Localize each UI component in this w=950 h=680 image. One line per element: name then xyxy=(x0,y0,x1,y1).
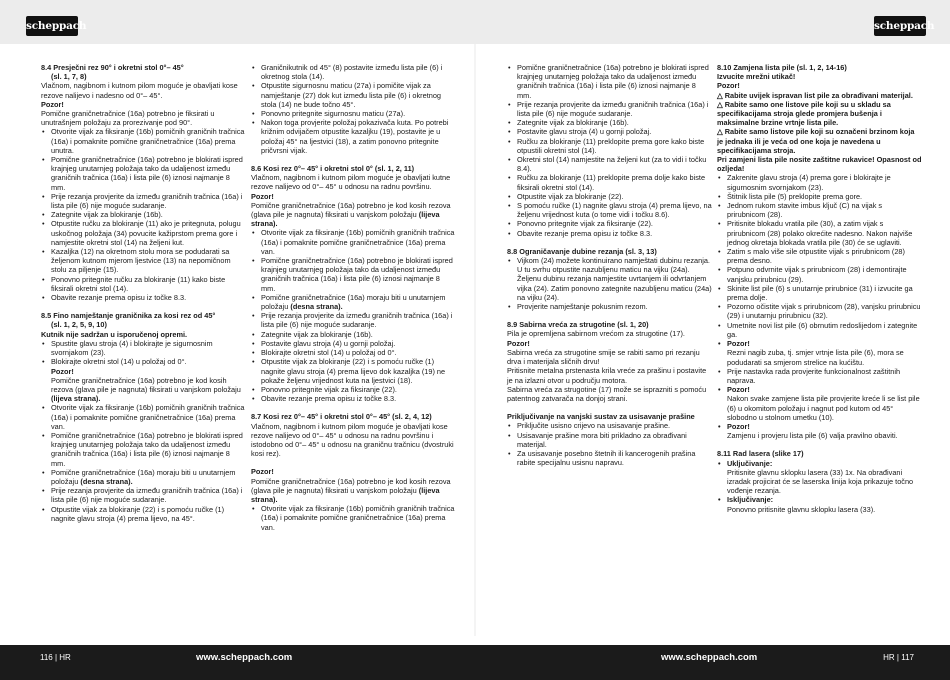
list-item: • Obavite rezanje prema opisu iz točke 8.3. xyxy=(507,229,712,238)
section-8-9-title: 8.9 Sabirna vreća za strugotine (sl. 1, 20) xyxy=(507,320,649,330)
paragraph: Sabirna vreća za strugotine smije se rabiti samo pri rezanju drva i materijala sličnih drvu! xyxy=(507,347,700,367)
warning-label: Pozor! xyxy=(251,467,274,477)
list-item: • Priključite usisno crijevo na usisavanje prašine. xyxy=(507,421,712,430)
list-item: • Pomične graničnetračnice (16a) moraju biti u unutarnjem položaju (desna strana). xyxy=(251,293,456,311)
paragraph: Pila je opremljena sabirnom vrećom za strugotine (17). xyxy=(507,329,685,339)
list-item: • Obavite rezanje prema opisu iz točke 8.3. xyxy=(41,293,246,302)
warning-label: Pozor! xyxy=(507,338,530,348)
list-item: • Ručku za blokiranje (11) preklopite prema dolje kako biste fiksirali okretni stol (14). xyxy=(507,173,712,191)
section-8-7-list xyxy=(251,504,456,532)
warning-text: Zamjenu i provjeru lista pile (6) valja pravilno obaviti. xyxy=(727,431,898,441)
list-item: • Spustite glavu stroja (4) i blokirajte je sigurnosnim svornjakom (23). xyxy=(41,339,246,357)
warning-text: Pri zamjeni lista pile nosite zaštitne rukavice! Opasnost od ozljeda! xyxy=(717,155,922,174)
section-8-6-intro: Vlačnom, nagibnom i kutnom pilom moguće je obavljati kutne rezove nalijevo od 0°– 45° u odnosu na radnu površinu. xyxy=(251,173,451,192)
list-item: • Otpustite ručku za blokiranje (11) ako je pritegnuta, polugu uskočnog položaja (34) povucite kažiprstom prema gore i namjestite okretni stol (14) na željeni kut. xyxy=(41,219,246,247)
warning-text: Pomične graničnetračnice (16a) potrebno je fiksirati u unutrašnjem položaju za prorezivanje pod 90°. xyxy=(41,109,215,128)
warning-label: Pozor! xyxy=(51,366,74,376)
warning-text: Pomične graničnetračnice (16a) potrebno je kod kosih rezova (glava pile je nagnuta) fiksirati u vanjskom položaju (lijeva strana). xyxy=(51,375,241,404)
paragraph: Ponovno pritisnite glavnu sklopku lasera (33). xyxy=(727,504,876,514)
warning-triangle-icon: △ xyxy=(717,127,723,137)
list-item: • S pomoću ručke (1) nagnite glavu stroja (4) prema lijevo, na željenu vrijednost kuta (o tome vidi i točku 8.6). xyxy=(507,201,712,219)
list-item: • Potpuno odvrnite vijak s prirubnicom (28) i demontirajte vanjsku prirubnicu (29). xyxy=(717,265,922,283)
list-item: • Prije rezanja provjerite da između graničnih tračnica (16a) i lista pile (6) nije moguće sudaranje. xyxy=(507,100,712,118)
list-item: • Ponovno pritegnite ručku za blokiranje (11) kako biste fiksirali okretni stol (14). xyxy=(41,275,246,293)
list-item: • Otpustite vijak za blokiranje (22) i s pomoću ručke (1) nagnite glavu stroja (4) prema lijevo dok kazaljka (19) ne pokaže željenu vrijednost kuta na ljestvici (18). xyxy=(251,357,456,385)
list-item: • Zatim s malo više sile otpustite vijak s prirubnicom (28) prema desno. xyxy=(717,247,922,265)
section-extraction-list xyxy=(507,421,712,467)
page-spine xyxy=(474,44,476,636)
header-bar xyxy=(0,0,950,44)
warning-text: Pomične graničnetračnice (16a) potrebno je kod kosih rezova (glava pile je nagnuta) fiksirati u vanjskom položaju (lijeva strana). xyxy=(251,200,451,229)
list-item: • Ponovno pritegnite sigurnosnu maticu (27a). xyxy=(251,109,456,118)
warning-text: △ Rabite samo listove pile koji su označeni brzinom koja je jednaka ili je veća od one koja je navedena u specifikacijama stroja. xyxy=(717,127,915,155)
section-8-11-list-2 xyxy=(717,495,922,504)
list-item: • Pozor! xyxy=(717,339,922,348)
section-8-10-list xyxy=(717,173,922,348)
section-8-4-intro: Vlačnom, nagibnom i kutnom pilom moguće je obavljati kose rezove nalijevo i nadesno od 0°– 45°. xyxy=(41,81,238,100)
section-8-11-title: 8.11 Rad lasera (slike 17) xyxy=(717,449,804,459)
website-link-right[interactable]: www.scheppach.com xyxy=(661,652,758,663)
list-item: • Zakrenite glavu stroja (4) prema gore i blokirajte je sigurnosnim svornjakom (23). xyxy=(717,173,922,191)
page-number-right: HR | 117 xyxy=(883,653,914,662)
list-item: • Postavite glavu stroja (4) u gornji položaj. xyxy=(507,127,712,136)
list-item: • Pomične graničnetračnice (16a) potrebno je blokirati ispred krajnjeg unutarnjeg položaja tako da udaljenost između graničnih tračnica (16a) i lista pile (6) iznosi najmanje 8 mm. xyxy=(251,256,456,293)
list-item: • Prije nastavka rada provjerite funkcionalnost zaštitnih naprava. xyxy=(717,367,922,385)
section-8-6-list xyxy=(251,228,456,403)
section-8-10-list-3 xyxy=(717,422,922,431)
warning-text: Pomične graničnetračnice (16a) potrebno je kod kosih rezova (glava pile je nagnuta) fiksirati u vanjskom položaju (lijeva strana). xyxy=(251,476,451,504)
list-item: • Štitnik lista pile (5) preklopite prema gore. xyxy=(717,192,922,201)
list-item: • Otvorite vijak za fiksiranje (16b) pomičnih graničnih tračnica (16a) i pomaknite pomične graničnetračnice (16a) prema van. xyxy=(251,504,456,532)
list-item: • Kazaljka (12) na okretnom stolu mora se podudarati sa željenom kutnom mjerom ljestvice (13) na nepomičnom stolu za piljenje (15). xyxy=(41,247,246,275)
list-item: • Okretni stol (14) namjestite na željeni kut (za to vidi i točku 8.4). xyxy=(507,155,712,173)
section-8-4-list xyxy=(41,127,246,302)
list-item: • Uključivanje: xyxy=(717,459,922,468)
brand-logo-left: scheppach xyxy=(26,16,78,36)
section-8-4-title: 8.4 Presječni rez 90° i okretni stol 0°– 45° xyxy=(41,63,184,72)
section-8-4-figures: (sl. 1, 7, 8) xyxy=(51,72,87,82)
list-item: • Prije rezanja provjerite da između graničnih tračnica (16a) i lista pile (6) nije moguće sudaranje. xyxy=(251,311,456,329)
section-8-8-title: 8.8 Ograničavanje dubine rezanja (sl. 3, 13) xyxy=(507,246,657,256)
list-item: • Nakon toga provjerite položaj pokazivača kuta. Po potrebi križnim odvijačem otpustite kazaljku (19), postavite je u položaj 45° na ljestvici (18), a zatim ponovno pritegnite pričvrsni vijak. xyxy=(251,118,456,155)
section-8-10-unplug: Izvucite mrežni utikač! xyxy=(717,72,796,82)
list-item: • Obavite rezanje prema opisu iz točke 8.3. xyxy=(251,394,456,403)
list-item: • Za usisavanje posebno štetnih ili kancerogenih prašina rabite specijalnu usisnu napravu. xyxy=(507,449,712,467)
section-8-5-note: Kutnik nije sadržan u isporučenoj opremi. xyxy=(41,329,188,339)
section-8-7-continued-list xyxy=(507,63,712,238)
section-extraction-title: Priključivanje na vanjski sustav za usisavanje prašine xyxy=(507,412,695,422)
warning-text: Nakon svake zamjene lista pile provjerite kreće li se list pile (6) u okomitom položaju i nagnut pod kutom od 45° slobodno u stolnom umetku (10). xyxy=(727,394,920,422)
page-number-left: 116 | HR xyxy=(40,653,71,662)
list-item: • Prije rezanja provjerite da između graničnih tračnica (16a) i lista pile (6) nije moguće sudaranje. xyxy=(41,486,246,504)
warning-label: Pozor! xyxy=(251,191,274,201)
list-item: • Otpustite vijak za blokiranje (22). xyxy=(507,192,712,201)
list-item: • Ručku za blokiranje (11) preklopite prema gore kako biste otpustili okretni stol (14). xyxy=(507,137,712,155)
list-item: • Umetnite novi list pile (6) obrnutim redoslijedom i zategnite ga. xyxy=(717,321,922,339)
warning-triangle-icon: △ xyxy=(717,99,723,109)
list-item: • Jednom rukom stavite imbus ključ (C) na vijak s prirubnicom (28). xyxy=(717,201,922,219)
warning-text: △ Rabite uvijek ispravan list pile za obrađivani materijal. xyxy=(717,90,913,100)
section-8-7-title: 8.7 Kosi rez 0°– 45° i okretni stol 0°– 45° (sl. 2, 4, 12) xyxy=(251,412,432,422)
warning-label: Pozor! xyxy=(717,81,740,91)
warning-text: Rezni nagib zuba, tj. smjer vrtnje lista pile (6), mora se podudarati sa smjerom strelice na kućištu. xyxy=(727,348,904,367)
column-3 xyxy=(507,63,712,467)
list-item: • Graničnikutnik od 45° (8) postavite između lista pile (6) i okretnog stola (14). xyxy=(251,63,456,81)
section-8-10-title: 8.10 Zamjena lista pile (sl. 1, 2, 14-16) xyxy=(717,63,847,72)
list-item: • Pomične graničnetračnice (16a) moraju biti u unutarnjem položaju (desna strana). xyxy=(41,468,246,486)
paragraph: Pritisnite glavnu sklopku lasera (33) 1x. Na obrađivani izradak projicirat će se laserska linija koja prikazuje točno vođenje rezanja. xyxy=(727,467,914,496)
list-item: • Postavite glavu stroja (4) u gornji položaj. xyxy=(251,339,456,348)
footer-bar xyxy=(0,645,950,680)
list-item: • Vijkom (24) možete kontinuirano namještati dubinu rezanja. U tu svrhu otpustite nazubljenu maticu na vijku (24a). Željenu dubinu rezanja namjestite uvrtanjem ili odvrtanjem vijka (24). Zatim ponovno zategnite nazubljenu maticu (24a) na vijku (24). xyxy=(507,256,712,302)
list-item: • Ponovno pritegnite vijak za fiksiranje (22). xyxy=(507,219,712,228)
section-8-5-continued-list xyxy=(251,63,456,155)
list-item: • Pomične graničnetračnice (16a) potrebno je blokirati ispred krajnjeg unutarnjeg položaja tako da udaljenost između graničnih tračnica (16a) i lista pile (6) iznosi najmanje 8 mm. xyxy=(41,155,246,192)
list-item: • Pozorno očistite vijak s prirubnicom (28), vanjsku prirubnicu (29) i unutarnju prirubnicu (32). xyxy=(717,302,922,320)
section-8-5-figures: (sl. 1, 2, 5, 9, 10) xyxy=(51,320,107,330)
list-item: • Pomične graničnetračnice (16a) potrebno je blokirati ispred krajnjeg unutarnjeg položaja tako da udaljenost između graničnih tračnica (16a) i lista pile (6) iznosi najmanje 8 mm. xyxy=(507,63,712,100)
section-8-6-title: 8.6 Kosi rez 0°– 45° i okretni stol 0° (sl. 1, 2, 11) xyxy=(251,164,415,174)
list-item: • Pritisnite blokadu vratila pile (30), a zatim vijak s prirubnicom (28) polako okrećite nadesno. Nakon najviše jednog okretaja blokada vratila pile (30) će se uglaviti. xyxy=(717,219,922,247)
list-item: • Skinite list pile (6) s unutarnje prirubnice (31) i izvucite ga prema dolje. xyxy=(717,284,922,302)
list-item: • Ponovno pritegnite vijak za fiksiranje (22). xyxy=(251,385,456,394)
column-2 xyxy=(251,63,456,532)
warning-label: Pozor! xyxy=(41,99,64,109)
section-8-5-list-2 xyxy=(41,403,246,523)
list-item: • Pozor! xyxy=(717,422,922,431)
column-4 xyxy=(717,63,922,514)
list-item: • Zategnite vijak za blokiranje (16b). xyxy=(251,330,456,339)
paragraph: Pritisnite metalna prstenasta krila vreće za prašinu i postavite je na izlazni otvor u području motora. xyxy=(507,366,707,385)
section-8-11-list xyxy=(717,459,922,468)
list-item: • Zategnite vijak za blokiranje (16b). xyxy=(41,210,246,219)
section-8-10-list-2 xyxy=(717,367,922,395)
list-item: • Otvorite vijak za fiksiranje (16b) pomičnih graničnih tračnica (16a) i pomaknite pomične graničnetračnice (16a) prema unutra. xyxy=(41,127,246,155)
list-item: • Provjerite namještanje pokusnim rezom. xyxy=(507,302,712,311)
section-8-5-list xyxy=(41,339,246,367)
brand-logo-right: scheppach xyxy=(874,16,926,36)
list-item: • Otvorite vijak za fiksiranje (16b) pomičnih graničnih tračnica (16a) i pomaknite pomične graničnetračnice (16a) prema van. xyxy=(251,228,456,256)
list-item: • Pozor! xyxy=(717,385,922,394)
website-link-left[interactable]: www.scheppach.com xyxy=(196,652,293,663)
list-item: • Otpustite sigurnosnu maticu (27a) i pomičite vijak za namještanje (27) dok kut između lista pile (6) i okretnog stola (14) ne bude točno 45°. xyxy=(251,81,456,109)
list-item: • Pomične graničnetračnice (16a) potrebno je blokirati ispred krajnjeg unutarnjeg položaja tako da udaljenost između graničnih tračnica (16a) i lista pile (6) iznosi najmanje 8 mm. xyxy=(41,431,246,468)
list-item: • Otvorite vijak za fiksiranje (16b) pomičnih graničnih tračnica (16a) i pomaknite pomične graničnetračnice (16a) prema van. xyxy=(41,403,246,431)
list-item: • Otpustite vijak za blokiranje (22) i s pomoću ručke (1) nagnite glavu stroja (4) prema lijevo, na 45°. xyxy=(41,505,246,523)
list-item: • Blokirajte okretni stol (14) u položaj od 0°. xyxy=(41,357,246,366)
list-item: • Blokirajte okretni stol (14) u položaj od 0°. xyxy=(251,348,456,357)
warning-triangle-icon: △ xyxy=(717,90,723,100)
list-item: • Isključivanje: xyxy=(717,495,922,504)
section-8-7-intro: Vlačnom, nagibnom i kutnom pilom moguće je obavljati kose rezove nalijevo od 0°– 45° u odnosu na radnu površinu i istodobno od 0°– 45° u odnosu na graničnu tračnicu (dvostruki kosi rez). xyxy=(251,421,454,459)
section-8-8-list xyxy=(507,256,712,311)
list-item: • Usisavanje prašine mora biti prikladno za obrađivani materijal. xyxy=(507,431,712,449)
warning-text: △ Rabite samo one listove pile koji su u skladu sa specifikacijama stroja glede promjera bušenja i maksimalne brzine vrtnje lista pile. xyxy=(717,99,891,128)
paragraph: Sabirna vreća za strugotine (17) može se isprazniti s pomoću patentnog zatvarača na donjoj strani. xyxy=(507,384,707,403)
section-8-5-title: 8.5 Fino namještanje graničnika za kosi rez od 45° xyxy=(41,311,216,321)
column-1 xyxy=(41,63,246,523)
list-item: • Prije rezanja provjerite da između graničnih tračnica (16a) i lista pile (6) nije moguće sudaranje. xyxy=(41,192,246,210)
list-item: • Zategnite vijak za blokiranje (16b). xyxy=(507,118,712,127)
